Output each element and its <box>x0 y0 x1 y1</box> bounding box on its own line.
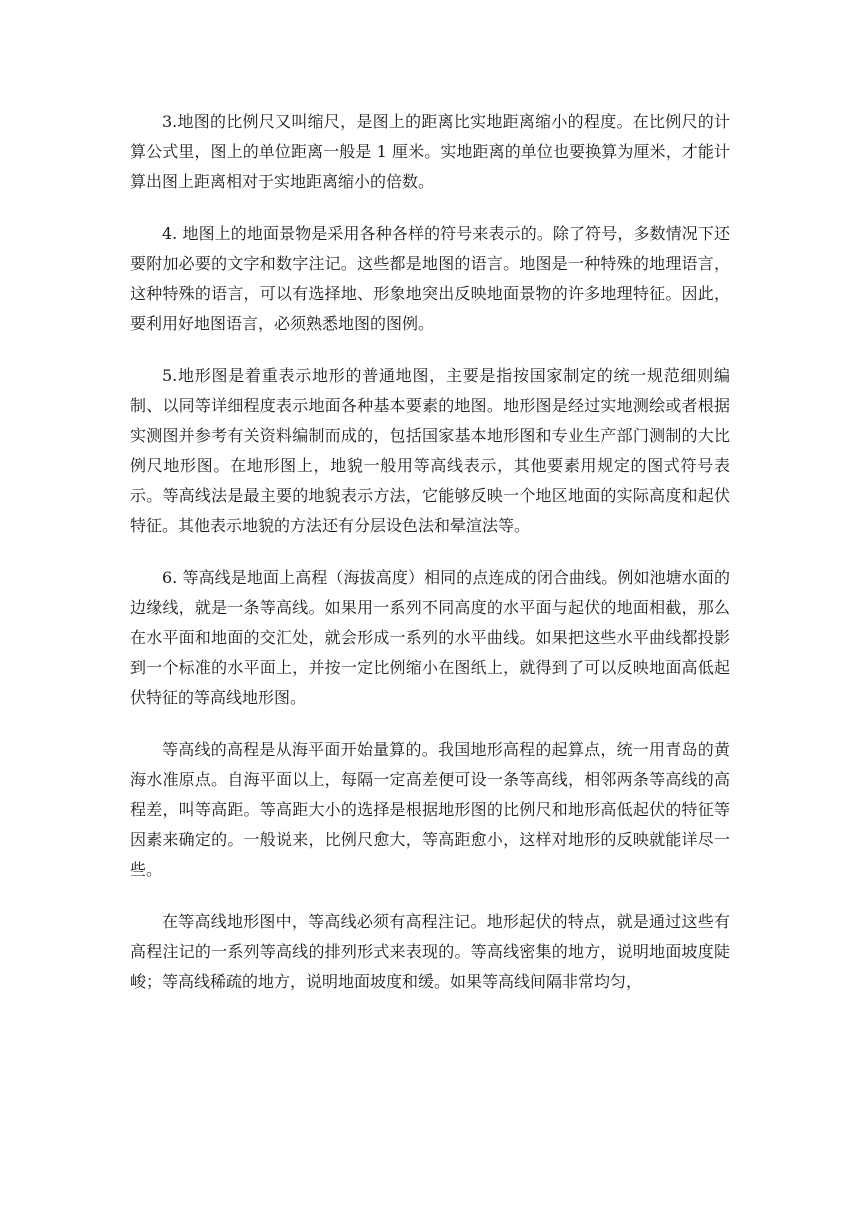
paragraph-topographic-map: 5.地形图是着重表示地形的普通地图，主要是指按国家制定的统一规范细则编制、以同等详细程度表示地面各种基本要素的地图。地形图是经过实地测绘或者根据实测图并参考有关资料编制而成的，包括国家基本地形图和专业生产部门测制的大比例尺地形图。在地形图上，地貌一般用等高线表示，其他要素用规定的图式符号表示。等高线法是最主要的地貌表示方法，它能够反映一个地区地面的实际高度和起伏特征。其他表示地貌的方法还有分层设色法和晕渲法等。 <box>130 366 730 535</box>
document-page <box>130 107 730 1019</box>
paragraph-contour-line: 6. 等高线是地面上高程（海拔高度）相同的点连成的闭合曲线。例如池塘水面的边缘线，就是一条等高线。如果用一系列不同高度的水平面与起伏的地面相截，那么在水平面和地面的交汇处，就会形成一系列的水平曲线。如果把这些水平曲线都投影到一个标准的水平面上，并按一定比例缩小在图纸上，就得到了可以反映地面高低起伏特征的等高线地形图。 <box>130 568 730 707</box>
paragraph-map-language: 4. 地图上的地面景物是采用各种各样的符号来表示的。除了符号，多数情况下还要附加必要的文字和数字注记。这些都是地图的语言。地图是一种特殊的地理语言，这种特殊的语言，可以有选择地、形象地突出反映地面景物的许多地理特征。因此，要利用好地图语言，必须熟悉地图的图例。 <box>130 224 730 333</box>
paragraph-contour-annotation: 在等高线地形图中，等高线必须有高程注记。地形起伏的特点，就是通过这些有高程注记的一系列等高线的排列形式来表现的。等高线密集的地方，说明地面坡度陡峻；等高线稀疏的地方，说明地面坡度和缓。如果等高线间隔非常均匀， <box>130 912 730 991</box>
paragraph-contour-elevation: 等高线的高程是从海平面开始量算的。我国地形高程的起算点，统一用青岛的黄海水准原点。自海平面以上，每隔一定高差便可设一条等高线，相邻两条等高线的高程差，叫等高距。等高距大小的选择是根据地形图的比例尺和地形高低起伏的特征等因素来确定的。一般说来，比例尺愈大，等高距愈小，这样对地形的反映就能详尽一些。 <box>130 740 730 879</box>
paragraph-map-scale: 3.地图的比例尺又叫缩尺，是图上的距离比实地距离缩小的程度。在比例尺的计算公式里，图上的单位距离一般是 1 厘米。实地距离的单位也要换算为厘米，才能计算出图上距离相对于实地距离缩小的倍数。 <box>130 112 730 191</box>
